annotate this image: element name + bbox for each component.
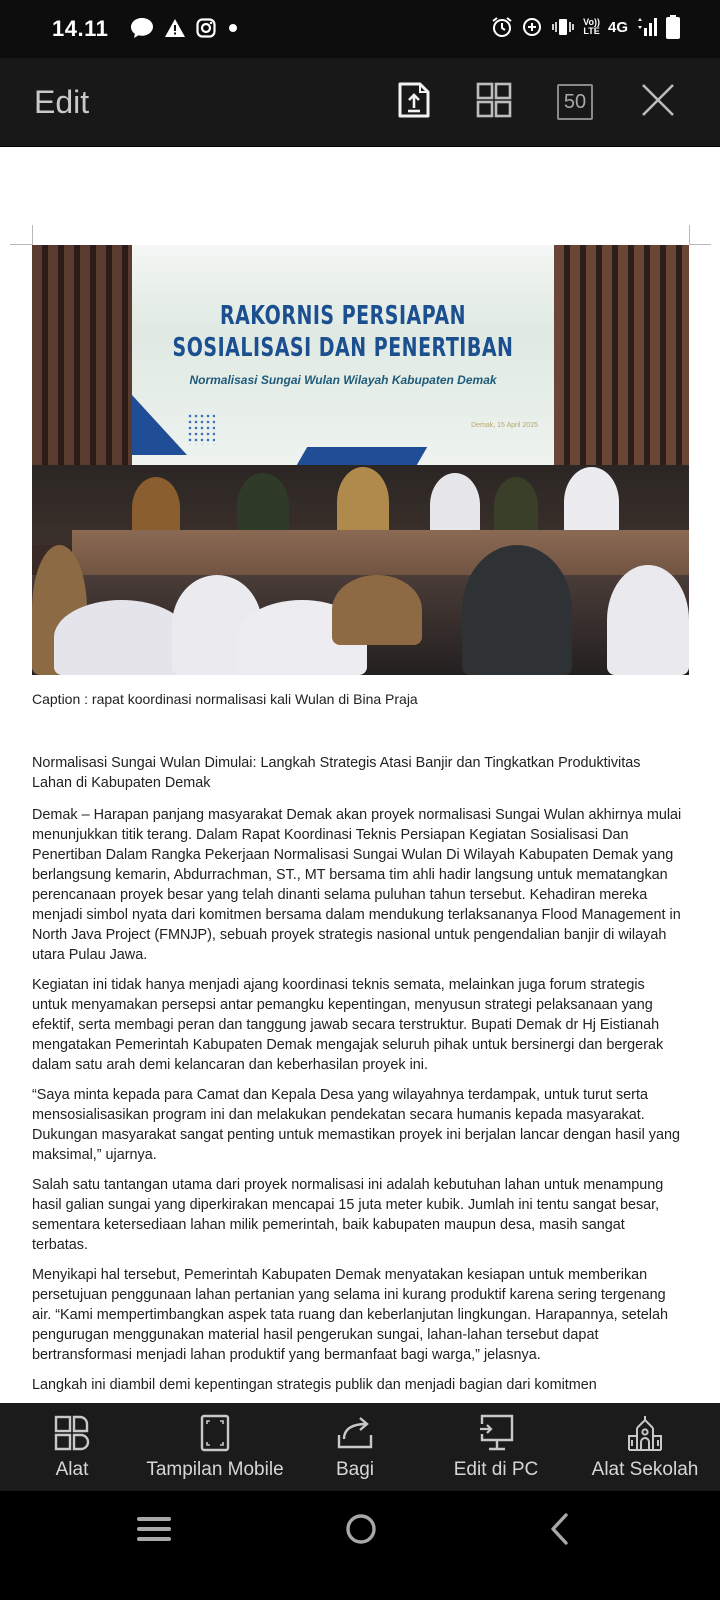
- panelist: [337, 467, 389, 537]
- bottom-action-bar: [0, 1403, 720, 1491]
- system-nav-bar: [0, 1491, 720, 1600]
- projector-slide: [132, 245, 554, 465]
- article-paragraph: Salah satu tantangan utama dari proyek normalisasi ini adalah kebutuhan lahan untuk menampung hasil galian sungai yang diperkirakan mencapai 15 juta meter kubik. Jumlah ini tentu sangat besar, sementara ketersediaan lahan milik pemerintah, baik kabupaten maupun desa, masih sangat terbatas.: [32, 1177, 664, 1253]
- dot-icon: [226, 21, 240, 35]
- toolbar-title: Edit: [34, 84, 90, 120]
- edit-on-pc-button[interactable]: [446, 1403, 546, 1491]
- chat-bubble-icon: [130, 17, 154, 39]
- export-button[interactable]: [392, 80, 436, 124]
- volte-icon: Vo)) LTE: [583, 17, 600, 36]
- file-upload-icon: [397, 81, 431, 124]
- document-canvas[interactable]: [0, 147, 720, 1430]
- page-count-button[interactable]: [553, 80, 597, 124]
- slide-subtitle: Normalisasi Sungai Wulan Wilayah Kabupaten Demak: [189, 373, 497, 387]
- edit-on-pc-icon: [478, 1413, 514, 1453]
- mobile-view-button[interactable]: [140, 1403, 290, 1491]
- recent-apps-button[interactable]: [124, 1509, 184, 1553]
- share-button[interactable]: [323, 1403, 387, 1491]
- school-tools-label: Alat Sekolah: [591, 1459, 699, 1480]
- meeting-photo[interactable]: [32, 245, 689, 675]
- data-saver-icon: [521, 16, 543, 38]
- panelist: [430, 473, 480, 537]
- back-icon: [549, 1513, 571, 1550]
- grid-view-button[interactable]: [472, 80, 516, 124]
- article-paragraph: Menyikapi hal tersebut, Pemerintah Kabupaten Demak menyatakan kesiapan untuk memberikan persetujuan penggunaan lahan pertanian yang selama ini kurang produktif karena sering tergenang air. “Kami mempertimbangkan aspek tata ruang dan keberlanjutan lingkungan. Harapannya, setelah pengurugan menggunakan material hasil pengerukan sungai, lahan-lahan tersebut dapat bertransformasi menjadi lahan produktif yang bermanfaat bagi warga,” jelasnya.: [32, 1267, 668, 1363]
- app-toolbar: [0, 58, 720, 146]
- crop-mark: [32, 225, 33, 245]
- audience-member: [462, 545, 572, 675]
- tools-label: Alat: [55, 1459, 89, 1480]
- school-tools-button[interactable]: [580, 1403, 710, 1491]
- slide-date: Demak, 15 April 2025: [471, 422, 538, 429]
- slide-decoration: [187, 413, 215, 445]
- network-4g-icon: 4G: [607, 18, 628, 36]
- edit-on-pc-label: Edit di PC: [453, 1459, 539, 1480]
- slide-title: SOSIALISASI DAN PENERTIBAN: [172, 333, 514, 363]
- alarm-icon: [491, 16, 513, 38]
- home-icon: [344, 1512, 378, 1551]
- vibrate-icon: [551, 16, 575, 38]
- school-tools-icon: [627, 1413, 663, 1453]
- crop-mark: [10, 244, 32, 245]
- slide-title: RAKORNIS PERSIAPAN: [219, 301, 467, 331]
- article-body: [32, 753, 682, 1405]
- home-button[interactable]: [331, 1509, 391, 1553]
- warning-icon: [164, 18, 186, 38]
- crop-mark: [689, 244, 711, 245]
- article-paragraph: Kegiatan ini tidak hanya menjadi ajang koordinasi teknis semata, melainkan juga forum strategis untuk menyamakan persepsi antar pemangku kepentingan, menyusun strategi pelaksanaan yang efektif, serta membagi peran dan tanggung jawab secara terstruktur. Bupati Demak dr Hj Eistianah mengatakan Pemerintah Kabupaten Demak mengajak seluruh pihak untuk bersinergi dan bergerak dalam satu arah demi kelancaran dan keberhasilan proyek ini.: [32, 977, 664, 1073]
- notification-icons: [130, 17, 240, 39]
- article-paragraph: “Saya minta kepada para Camat dan Kepala Desa yang wilayahnya terdampak, untuk turut serta mensosialisasikan program ini dan melakukan pendekatan secara humanis kepada masyarakat. Dukungan masyarakat sangat penting untuk memastikan proyek ini berjalan lancar dengan hasil yang maksimal,” ujarnya.: [32, 1087, 680, 1163]
- crop-mark: [689, 225, 690, 245]
- article-paragraph: Langkah ini diambil demi kepentingan strategis publik dan menjadi bagian dari komitmen: [32, 1377, 597, 1393]
- close-icon: [640, 82, 676, 123]
- slide-decoration: [132, 395, 187, 455]
- panelist: [494, 477, 538, 537]
- close-button[interactable]: [636, 80, 680, 124]
- system-status-icons: [491, 15, 680, 39]
- audience-member: [54, 600, 189, 675]
- status-bar: [0, 0, 720, 58]
- instagram-icon: [196, 18, 216, 38]
- panelist: [564, 467, 619, 537]
- signal-icon: [636, 17, 658, 37]
- audience-member: [332, 575, 422, 645]
- tools-icon: [54, 1413, 90, 1453]
- grid-icon: [476, 82, 512, 123]
- back-button[interactable]: [530, 1509, 590, 1553]
- mobile-view-icon: [200, 1413, 230, 1453]
- slide-decoration: [297, 447, 427, 465]
- mobile-view-label: Tampilan Mobile: [146, 1459, 284, 1480]
- share-icon: [336, 1413, 374, 1453]
- article-headline: Normalisasi Sungai Wulan Dimulai: Langkah Strategis Atasi Banjir dan Tingkatkan Produktivitas Lahan di Kabupaten Demak: [32, 755, 641, 791]
- battery-icon: [666, 15, 680, 39]
- status-time: 14.11: [52, 16, 109, 41]
- audience-member: [607, 565, 689, 675]
- photo-caption: Caption : rapat koordinasi normalisasi kali Wulan di Bina Praja: [32, 691, 418, 707]
- page-count-icon: 50: [557, 84, 593, 120]
- share-label: Bagi: [335, 1459, 375, 1480]
- tools-button[interactable]: [40, 1403, 104, 1491]
- recent-apps-icon: [137, 1516, 171, 1547]
- article-paragraph: Demak – Harapan panjang masyarakat Demak akan proyek normalisasi Sungai Wulan akhirnya mulai menunjukkan titik terang. Dalam Rapat Koordinasi Teknis Persiapan Kegiatan Sosialisasi Dan Penertiban Dalam Rangka Pekerjaan Normalisasi Sungai Wulan Di Wilayah Kabupaten Demak yang berlangsung kemarin, Abdurrachman, ST., MT bersama tim ahli hadir langsung untuk mematangkan perencanaan proyek besar yang telah dinanti selama puluhan tahun tersebut. Kehadiran mereka menjadi simbol nyata dari komitmen bersama dalam mendukung terlaksananya Flood Management in North Java Project (FMNJP), sebuah proyek strategis nasional untuk pengendalian banjir di wilayah utara Pulau Jawa.: [32, 807, 682, 963]
